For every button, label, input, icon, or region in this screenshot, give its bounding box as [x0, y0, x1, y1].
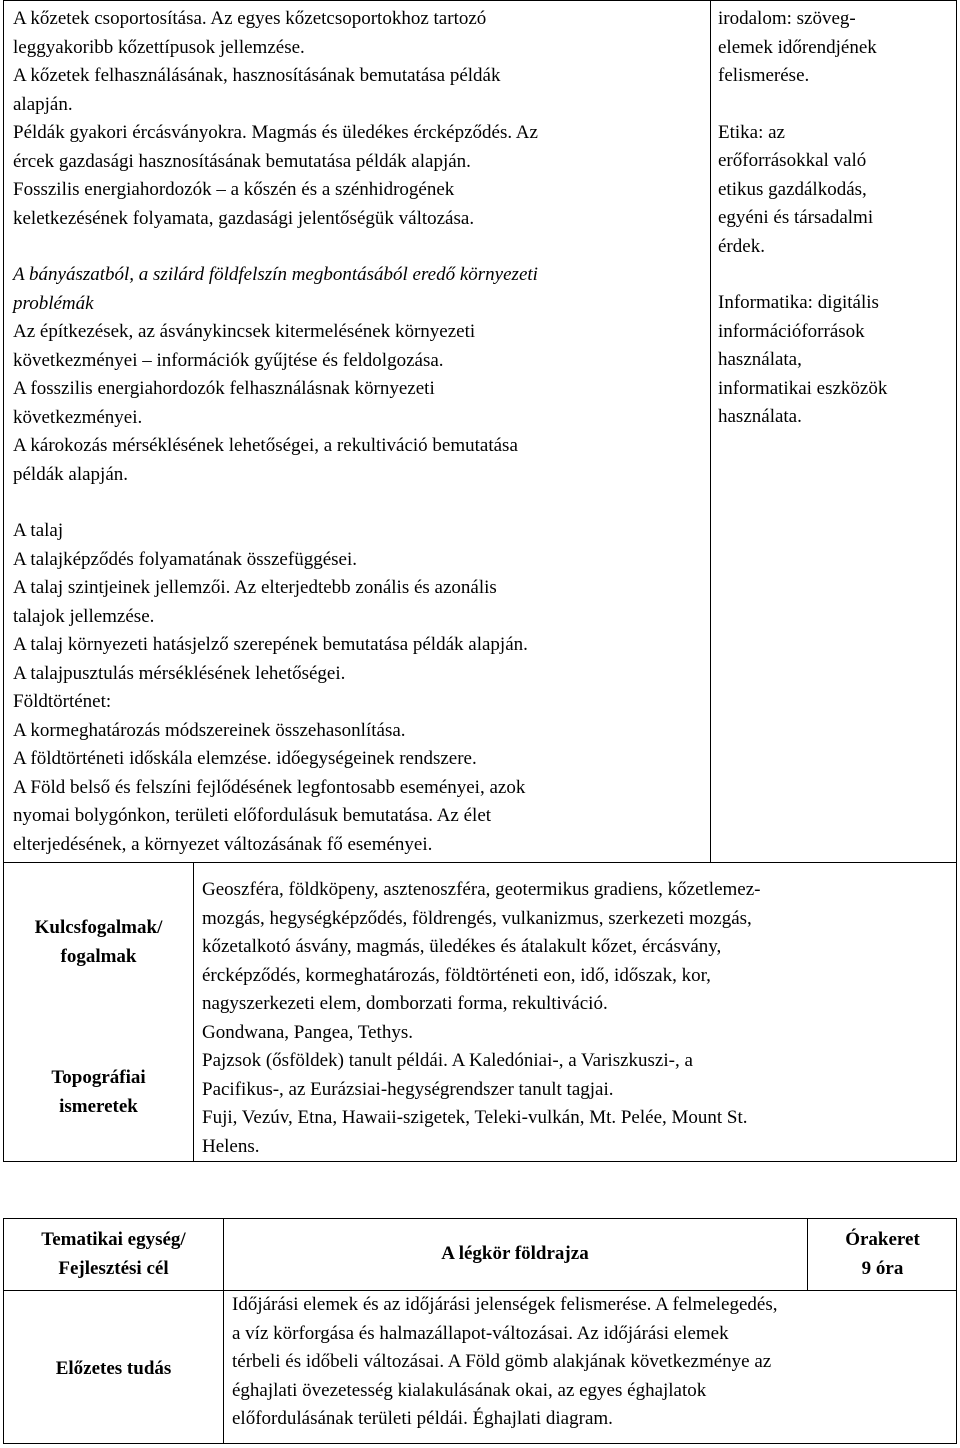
text-line: A kőzetek csoportosítása. Az egyes kőzetcsoportokhoz tartozó — [13, 8, 487, 29]
prior-knowledge-label: Előzetes tudás — [55, 1358, 172, 1379]
content-cell — [13, 5, 703, 859]
text-line: következményei – információk gyűjtése és feldolgozása. — [13, 349, 444, 371]
text-line: alapján. — [13, 93, 73, 115]
text-line: Helens. — [202, 1135, 260, 1157]
text-line: Geoszféra, földköpeny, asztenoszféra, geotermikus gradiens, kőzetlemez- — [202, 879, 761, 900]
text-line: Informatika: digitális — [718, 292, 879, 313]
text-line: Fuji, Vezúv, Etna, Hawaii-szigetek, Teleki-vulkán, Mt. Pelée, Mount St. — [202, 1107, 748, 1128]
soil-section — [13, 517, 703, 859]
text-line: Példák gyakori ércásványokra. Magmás és üledékes ércképződés. Az — [13, 122, 538, 143]
text-line: A talajképződés folyamatának összefüggései. — [13, 548, 357, 570]
text-line: információforrások — [718, 320, 865, 342]
mining-heading: problémák — [13, 292, 94, 314]
text-line: leggyakoribb kőzettípusok jellemzése. — [13, 36, 305, 58]
text-line: a víz körforgása és halmazállapot-változásai. Az időjárási elemek — [232, 1322, 729, 1344]
thematic-unit-label — [4, 1226, 223, 1283]
column-divider — [710, 1, 711, 862]
label-line: Fejlesztési cél — [58, 1257, 169, 1279]
hours-value: 9 óra — [861, 1257, 904, 1279]
text-line: használata. — [718, 406, 802, 427]
topography-text — [202, 1019, 952, 1162]
mining-section — [13, 261, 703, 489]
text-line: következményei. — [13, 406, 143, 428]
unit-title: A légkör földrajza — [441, 1243, 589, 1264]
text-line: ércképződés, kormeghatározás, földtörténeti eon, idő, időszak, kor, — [202, 964, 711, 986]
geology-table — [3, 0, 957, 1162]
text-line: nyomai bolygónkon, területi előfordulásuk bemutatása. Az élet — [13, 805, 492, 826]
text-line: érdek. — [718, 235, 765, 257]
label-column-divider — [193, 862, 194, 1161]
text-line: keletkezésének folyamata, gazdasági jelentőségük változása. — [13, 207, 475, 229]
literature-connection — [718, 5, 954, 91]
text-line: irodalom: szöveg- — [718, 8, 856, 29]
text-line: Pacifikus-, az Eurázsiai-hegységrendszer tanult tagjai. — [202, 1078, 614, 1100]
text-line: A talajpusztulás mérséklésének lehetőségei. — [13, 662, 346, 684]
text-line: erőforrásokkal való — [718, 150, 867, 171]
text-line: elemek időrendjének — [718, 36, 877, 58]
text-line: A kőzetek felhasználásának, hasznosításának bemutatása példák — [13, 65, 501, 86]
hours-cell — [807, 1226, 958, 1283]
text-line: Időjárási elemek és az időjárási jelenségek felismerése. A felmelegedés, — [232, 1294, 778, 1315]
text-line: A fosszilis energiahordozók felhasználásnak környezeti — [13, 378, 435, 399]
ethics-connection — [718, 119, 954, 262]
text-line: nagyszerkezeti elem, domborzati forma, rekultiváció. — [202, 993, 608, 1014]
text-line: etikus gazdálkodás, — [718, 178, 867, 200]
text-line: ércek gazdasági hasznosításának bemutatása példák alapján. — [13, 150, 471, 172]
prior-knowledge-text — [232, 1291, 954, 1434]
mining-heading: A bányászatból, a szilárd földfelszín megbontásából eredő környezeti — [13, 264, 538, 285]
earth-history-heading: Földtörténet: — [13, 691, 112, 712]
text-line: Etika: az — [718, 121, 785, 143]
connections-cell — [718, 5, 954, 432]
label-line: Tematikai egység/ — [41, 1229, 186, 1250]
it-connection — [718, 289, 954, 432]
label-line: ismeretek — [59, 1095, 138, 1117]
text-line: A kormeghatározás módszereinek összehasonlítása. — [13, 719, 406, 741]
text-line: A károkozás mérséklésének lehetőségei, a rekultiváció bemutatása — [13, 435, 518, 456]
text-line: előfordulásának területi példái. Éghajlati diagram. — [232, 1408, 613, 1429]
unit-table — [3, 1218, 957, 1444]
row-divider — [4, 862, 956, 863]
text-line: informatikai eszközök — [718, 377, 888, 399]
label-line: fogalmak — [60, 945, 137, 967]
text-line: felismerése. — [718, 65, 810, 86]
text-line: Pajzsok (ősföldek) tanult példái. A Kaledóniai-, a Variszkuszi-, a — [202, 1050, 693, 1071]
text-line: használata, — [718, 349, 802, 370]
text-line: talajok jellemzése. — [13, 605, 155, 627]
text-line: A földtörténeti időskála elemzése. időegységeinek rendszere. — [13, 748, 477, 769]
text-line: mozgás, hegységképződés, földrengés, vulkanizmus, szerkezeti mozgás, — [202, 907, 752, 929]
label-line: Kulcsfogalmak/ — [34, 917, 163, 938]
label-line: Topográfiai — [51, 1067, 146, 1088]
text-line: egyéni és társadalmi — [718, 207, 874, 228]
text-line: Az építkezések, az ásványkincsek kitermelésének környezeti — [13, 321, 476, 342]
text-line: elterjedésének, a környezet változásának fő eseményei. — [13, 833, 433, 855]
key-concepts-text — [202, 876, 952, 1019]
text-line: Gondwana, Pangea, Tethys. — [202, 1021, 413, 1043]
text-line: éghajlati övezetesség kialakulásának okai, az egyes éghajlatok — [232, 1379, 707, 1401]
text-line: A talaj környezeti hatásjelző szerepének bemutatása példák alapján. — [13, 634, 528, 655]
hours-label: Órakeret — [845, 1229, 920, 1250]
text-line: A talaj szintjeinek jellemzői. Az elterjedtebb zonális és azonális — [13, 577, 497, 598]
topography-label — [4, 1064, 193, 1121]
text-line: A Föld belső és felszíni fejlődésének legfontosabb eseményei, azok — [13, 776, 526, 798]
rocks-paragraph — [13, 5, 703, 233]
text-line: példák alapján. — [13, 463, 129, 485]
soil-heading: A talaj — [13, 520, 64, 541]
concepts-cell — [202, 876, 952, 1161]
text-line: Fosszilis energiahordozók – a kőszén és a szénhidrogének — [13, 179, 455, 200]
key-concepts-label — [4, 914, 193, 971]
text-line: térbeli és időbeli változásai. A Föld gömb alakjának következménye az — [232, 1351, 772, 1372]
text-line: kőzetalkotó ásvány, magmás, üledékes és átalakult kőzet, ércásvány, — [202, 936, 722, 957]
